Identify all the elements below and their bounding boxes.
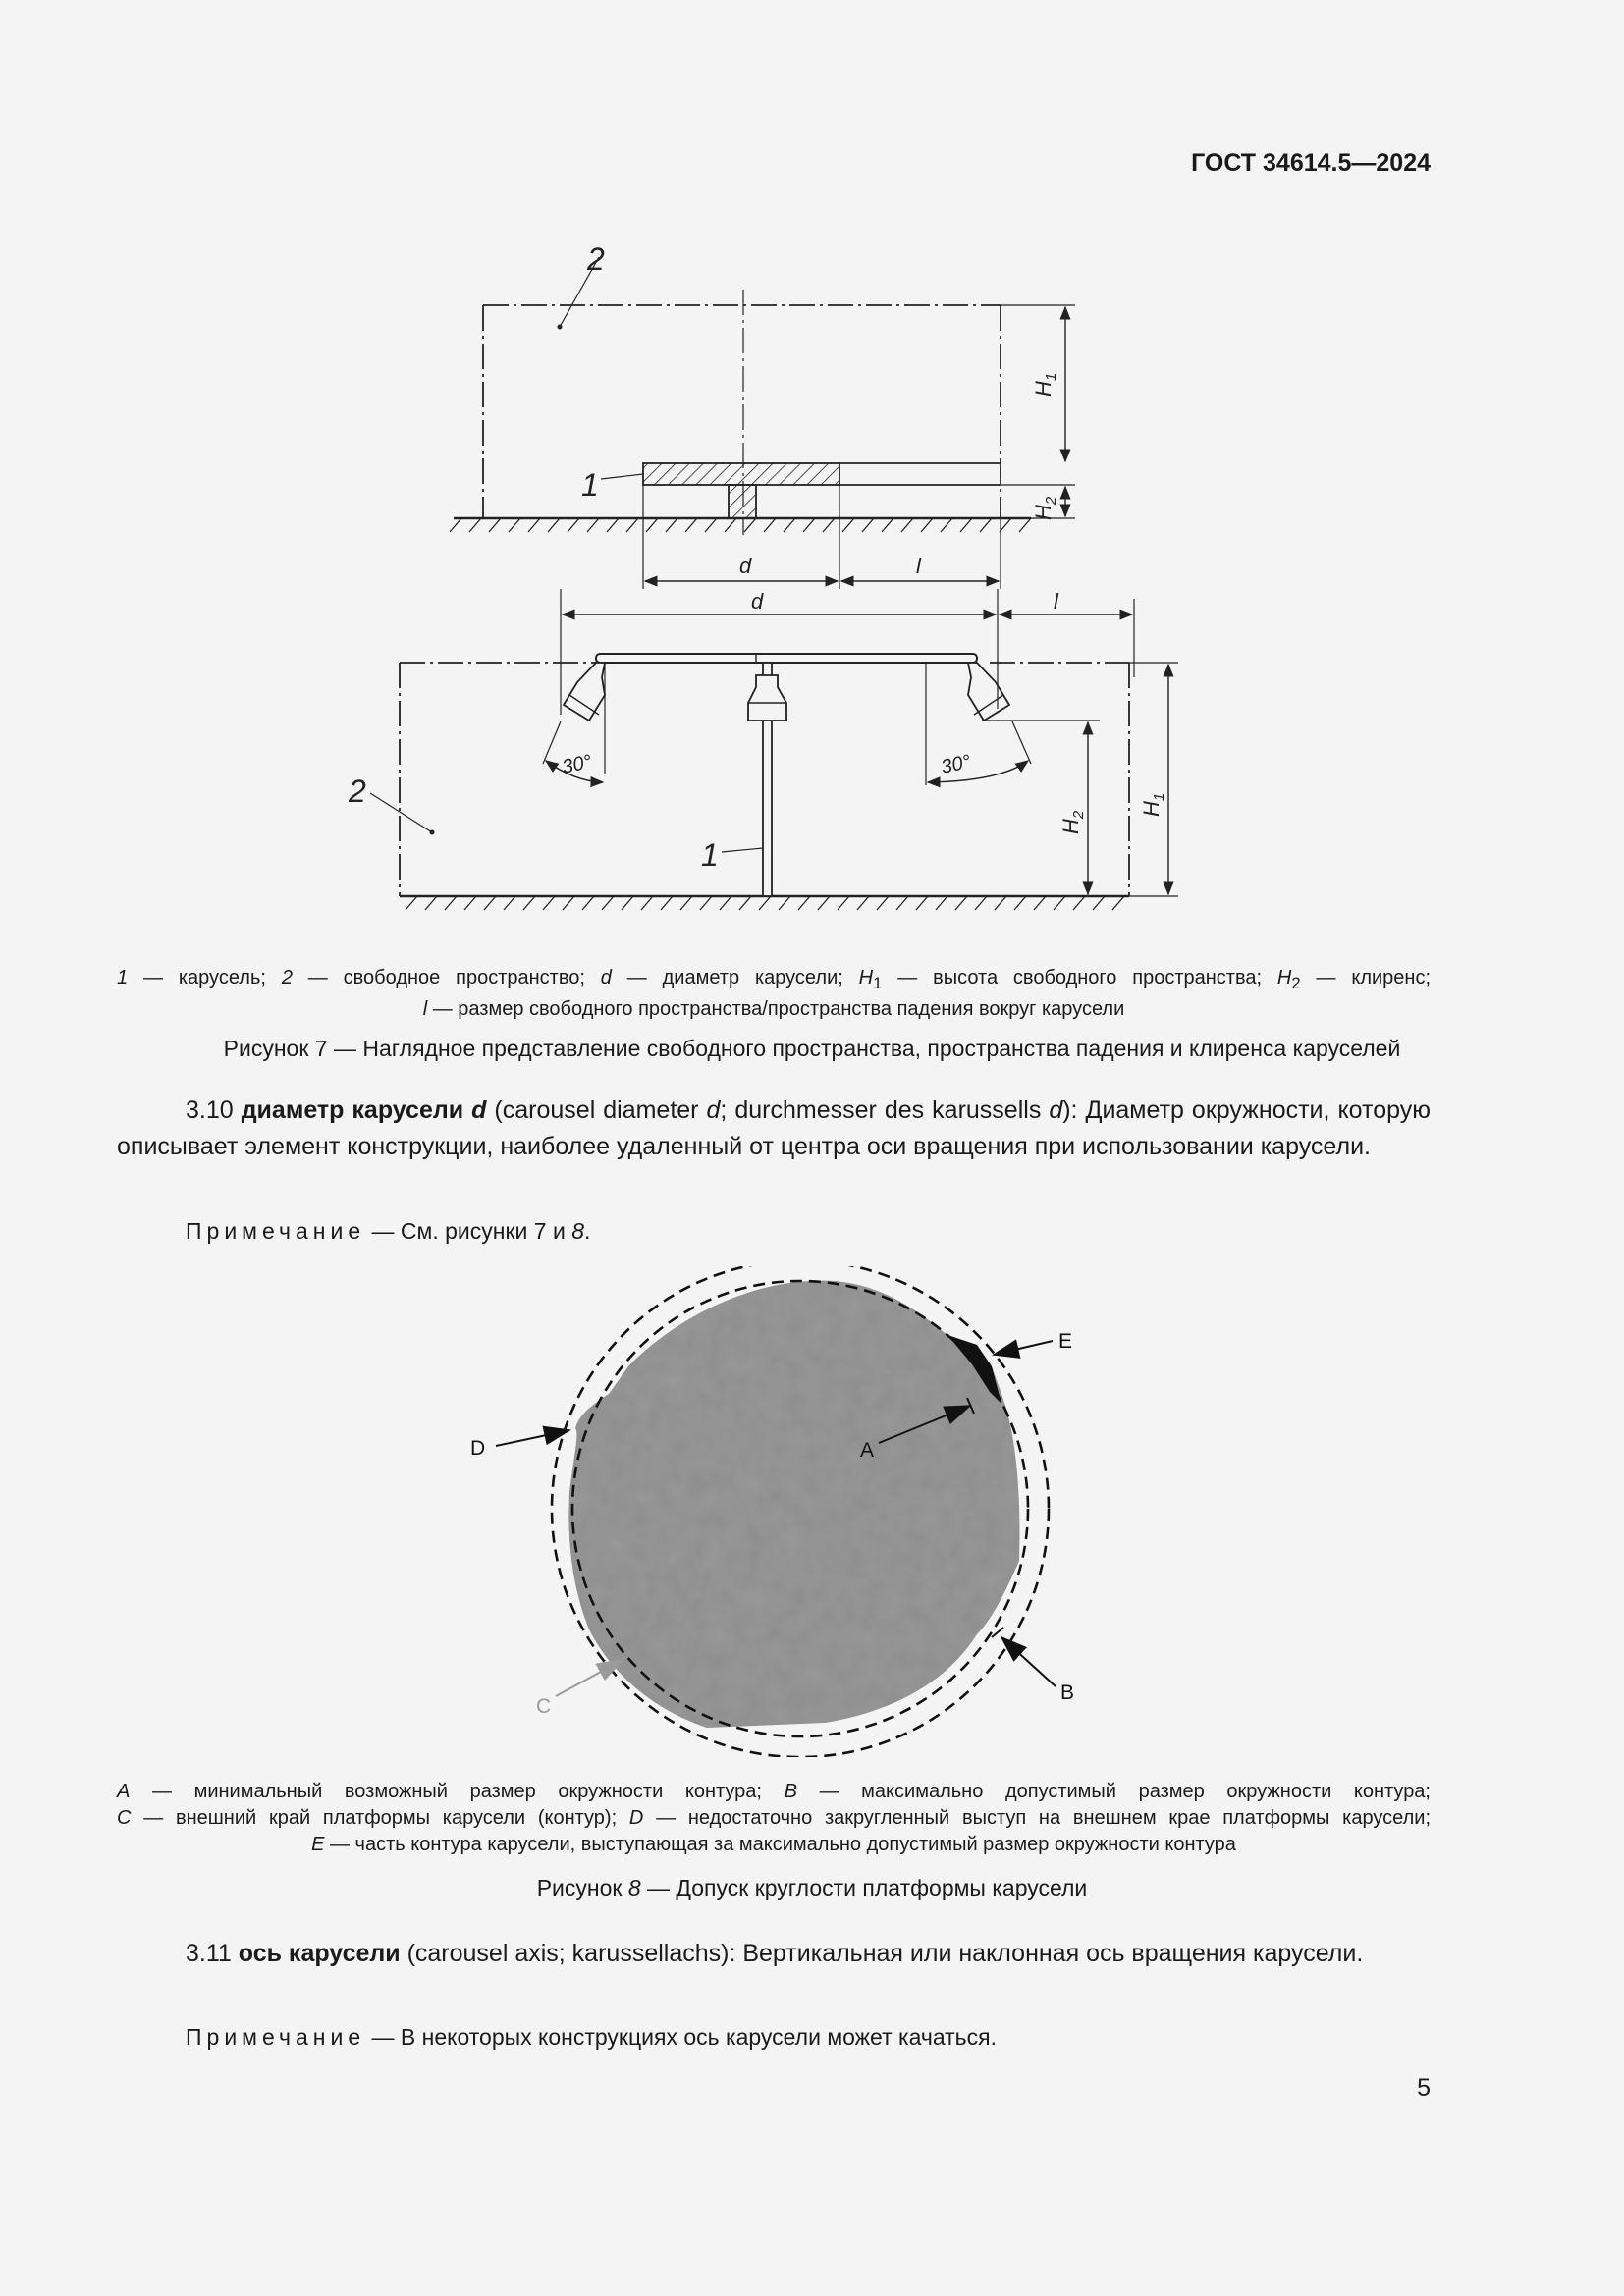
term: диаметр карусели d <box>241 1096 487 1124</box>
rim-element-right <box>968 663 1009 721</box>
label-1-bottom: 1 <box>701 837 719 873</box>
note-3-11: Примечание — В некоторых конструкциях ось карусели может качаться. <box>186 2024 997 2050</box>
section-number: 3.11 <box>186 1940 232 1967</box>
label-h2-bottom: $H_2$ <box>1058 810 1087 834</box>
label-1-top: 1 <box>581 467 599 503</box>
definition: (carousel axis; karussellachs): Вертикальная или наклонная ось вращения карусели. <box>400 1940 1364 1967</box>
note-3-10: Примечание — См. рисунки 7 и 8. <box>186 1218 591 1244</box>
ground-hatch-bottom <box>406 896 1124 910</box>
ground-hatch-top <box>450 518 1031 532</box>
label-2-bottom: 2 <box>349 774 366 809</box>
label-e: E <box>1058 1330 1073 1353</box>
figure-8-legend-line-2: C — внешний край платформы карусели (контур); D — недостаточно закругленный выступ на внешнем крае платформы карусели; <box>117 1807 1431 1829</box>
note-label: Примечание <box>186 1218 366 1244</box>
page-number: 5 <box>1417 2074 1431 2102</box>
carousel-hub <box>748 675 786 721</box>
label-h1-bottom: $H_1$ <box>1139 792 1167 817</box>
figure-8-legend <box>117 1779 1431 1858</box>
document-id: ГОСТ 34614.5—2024 <box>1191 149 1431 177</box>
label-c: C <box>536 1695 552 1718</box>
label-d: D <box>470 1437 486 1460</box>
figure-7-legend <box>117 965 1431 1023</box>
section-number: 3.10 <box>186 1096 234 1124</box>
figure-7-legend-line-1: 1 — карусель; 2 — свободное пространство; d — диаметр карусели; $H_1$ — высота свободного пространства; $H_2$ — клиренс; <box>117 967 1432 992</box>
term: ось карусели <box>238 1940 401 1967</box>
label-a: A <box>860 1439 875 1462</box>
arrow-c <box>556 1660 623 1696</box>
figure-8-legend-line-3: E — часть контура карусели, выступающая за максимально допустимый размер окружности контура <box>311 1834 1236 1855</box>
label-l-top: l <box>916 554 921 578</box>
arrow-d <box>496 1430 569 1446</box>
arrow-b <box>1001 1637 1056 1686</box>
section-3-10: 3.10 диаметр карусели d (carousel diameter d; durchmesser des karussells d): Диаметр окружности, которую описывает элемент конструкции, наиболее удаленный от центра оси вращения при использовании карусели. <box>117 1096 1431 1160</box>
label-d-bottom: d <box>751 589 764 614</box>
section-3-11 <box>117 1936 1431 1972</box>
figure-8-diagram <box>0 1266 1624 1757</box>
carousel-platform-contour <box>568 1281 1019 1728</box>
carousel-post-top <box>729 485 756 518</box>
figure-8-caption: Рисунок 8 — Допуск круглости платформы карусели <box>536 1875 1088 1900</box>
arrow-e <box>994 1341 1053 1355</box>
label-2-top: 2 <box>587 241 605 277</box>
definition: ): Диаметр окружности, которую описывает элемент конструкции, наиболее удаленный от центра оси вращения при использовании карусели. <box>117 1096 1431 1160</box>
figure-7-diagram <box>0 0 1624 942</box>
figure-8-legend-line-1: A — минимальный возможный размер окружности контура; B — максимально допустимый размер окружности контура; <box>117 1781 1431 1802</box>
figure-7-legend-line-2: l — размер свободного пространства/пространства падения вокруг карусели <box>422 998 1125 1020</box>
label-l-bottom: l <box>1054 589 1058 614</box>
figure-7-caption: Рисунок 7 — Наглядное представление свободного пространства, пространства падения и клиренса каруселей <box>223 1036 1401 1061</box>
label-h2-top: $H_2$ <box>1031 496 1059 520</box>
label-b: B <box>1060 1682 1075 1704</box>
label-angle-left: 30° <box>560 751 594 778</box>
rim-element-left <box>564 663 605 721</box>
label-angle-right: 30° <box>939 751 973 778</box>
label-h1-top: $H_1$ <box>1031 372 1059 397</box>
carousel-platform-side <box>596 654 977 663</box>
carousel-platform-top <box>643 463 839 485</box>
note-label: Примечание <box>186 2024 366 2050</box>
label-d-top: d <box>739 554 752 578</box>
